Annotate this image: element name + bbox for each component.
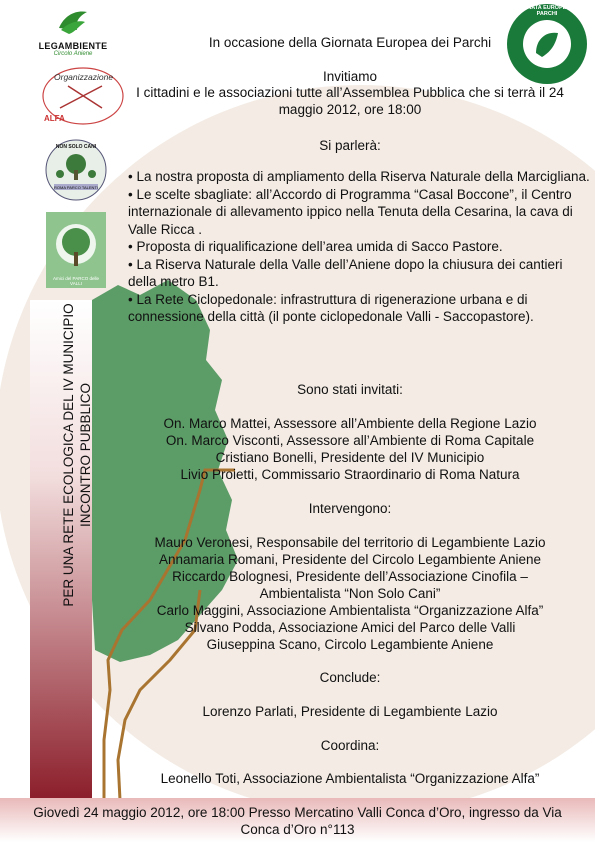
invite-line-2: maggio 2012, ore 18:00: [278, 102, 422, 117]
speaker: Silvano Podda, Associazione Amici del Parco delle Valli: [184, 620, 516, 635]
concludes-person: Lorenzo Parlati, Presidente di Legambiente Lazio: [202, 704, 498, 719]
amici-parco-logo: [46, 212, 106, 288]
invite-title: Invitiamo: [322, 69, 378, 84]
speaker: Giuseppina Scano, Circolo Legambiente Aniene: [206, 637, 494, 652]
moderator-title: Coordina:: [320, 738, 380, 753]
speaker: Annamaria Romani, Presidente del Circolo Legambiente Aniene: [159, 552, 541, 567]
footer-line-2: Conca d’Oro n°113: [240, 822, 355, 837]
amici-parco-text: Amici del PARCO delle VALLI: [53, 276, 99, 286]
legambiente-logo: [28, 6, 118, 62]
speaker: Carlo Maggini, Associazione Ambientalista “Organizzazione Alfa”: [156, 603, 544, 618]
topic-item: • Proposta di riqualificazione dell’area umida di Sacco Pastore.: [128, 239, 503, 254]
invited-person: On. Marco Mattei, Assessore all’Ambiente della Regione Lazio: [163, 416, 537, 431]
alfa-tag: ALFA: [44, 114, 65, 123]
topic-item: • La Riserva Naturale della Valle dell’Aniene dopo la chiusura dei cantieri della metro B1.: [128, 256, 563, 289]
speaker: Riccardo Bolognesi, Presidente dell’Associazione Cinofila –: [172, 569, 528, 584]
invited-person: Cristiano Bonelli, Presidente del IV Municipio: [215, 450, 485, 465]
swan-icon: [55, 6, 91, 36]
vertical-title: [60, 290, 94, 620]
concludes-title: Conclude:: [319, 670, 381, 685]
footer: [0, 800, 595, 842]
legambiente-name: LEGAMBIENTE: [38, 41, 108, 51]
footer-line-1: Giovedì 24 maggio 2012, ore 18:00 Presso Mercatino Valli Conca d’Oro, ingresso da Via: [33, 805, 562, 820]
vertical-title-line-2: INCONTRO PUBBLICO: [78, 382, 93, 528]
alfa-name: Organizzazione: [54, 72, 114, 82]
moderator-person: Leonello Toti, Associazione Ambientalista “Organizzazione Alfa”: [160, 771, 540, 786]
invited-person: Livio Proietti, Commissario Straordinario di Roma Natura: [180, 467, 520, 482]
occasion-line: In occasione della Giornata Europea dei Parchi: [208, 35, 492, 50]
non-solo-cani-logo: [44, 138, 108, 202]
giornata-europea-text: GIORNATA EUROPEA DEI PARCHI: [513, 5, 581, 17]
topic-item: • La nostra proposta di ampliamento della Riserva Naturale della Marcigliana.: [128, 169, 590, 184]
speaker: Mauro Veronesi, Responsabile del territorio di Legambiente Lazio: [154, 535, 546, 550]
topics-list: [128, 168, 590, 326]
speaker: Ambientalista “Non Solo Cani”: [259, 586, 441, 601]
vertical-title-line-1: PER UNA RETE ECOLOGICA DEL IV MUNICIPIO: [61, 303, 76, 607]
topic-item: • La Rete Ciclopedonale: infrastruttura di rigenerazione urbana e di connessione della città (il ponte ciclopedonale Valli - Saccopastore).: [128, 291, 534, 324]
topic-item: • Le scelte sbagliate: all’Accordo di Programma “Casal Boccone”, il Centro internazionale di allevamento ippico nella Tenuta della Cesarina, la cava di Valle Ricca .: [128, 186, 573, 237]
invite-line-1: I cittadini e le associazioni tutte all’Assemblea Pubblica che si terrà il 24: [136, 85, 564, 100]
topics-title: Si parlerà:: [319, 138, 381, 153]
invited-title: Sono stati invitati:: [297, 382, 403, 397]
non-solo-cani-top: NON SOLO CANI: [55, 144, 97, 150]
legambiente-subtitle: Circolo Aniene: [53, 51, 93, 57]
invited-person: On. Marco Visconti, Assessore all’Ambiente di Roma Capitale: [165, 433, 535, 448]
speakers-title: Intervengono:: [308, 501, 392, 516]
non-solo-cani-bottom: ROMA PARCO TALENTI: [53, 185, 98, 190]
